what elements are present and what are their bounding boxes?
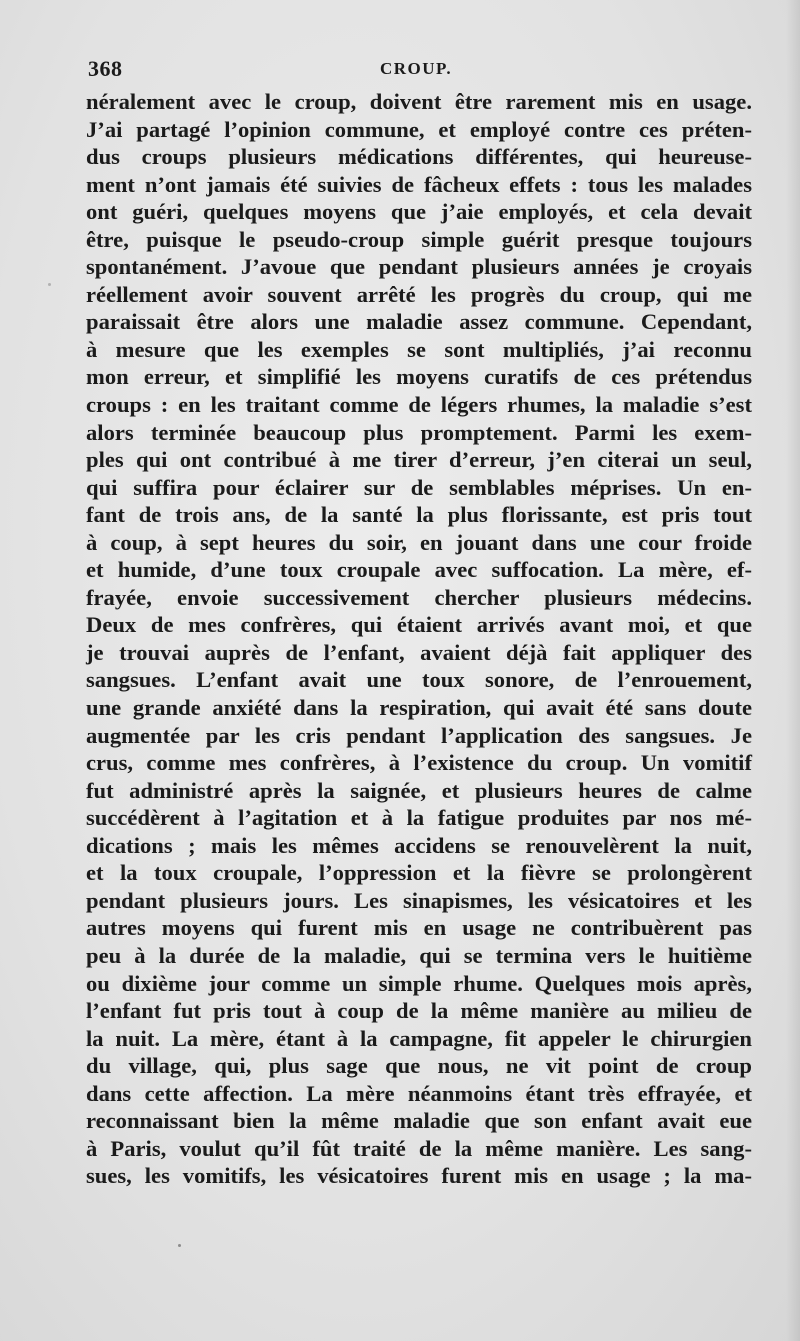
text-line: fut administré après la saignée, et plusieurs heures de calme [86,777,752,803]
text-line: fant de trois ans, de la santé la plus florissante, est pris tout [86,502,752,528]
page-header [88,56,748,86]
text-line: pendant plusieurs jours. Les sinapismes, les vésicatoires et les [86,887,752,913]
text-line: la nuit. La mère, étant à la campagne, fit appeler le chirurgien [86,1025,752,1051]
text-line: ment n’ont jamais été suivies de fâcheux effets : tous les malades [86,171,752,197]
text-line: peu à la durée de la maladie, qui se termina vers le huitième [86,942,752,968]
text-line: à mesure que les exemples se sont multipliés, j’ai reconnu [86,336,752,362]
text-line: crus, comme mes confrères, à l’existence du croup. Un vomitif [86,750,752,776]
text-line: reconnaissant bien la même maladie que son enfant avait eue [86,1108,752,1134]
text-line: ples qui ont contribué à me tirer d’erreur, j’en citerai un seul, [86,447,752,473]
text-line: néralement avec le croup, doivent être rarement mis en usage. [86,89,752,114]
text-line: croups : en les traitant comme de légers rhumes, la maladie s’est [86,392,752,418]
page-edge-shadow [786,0,800,1341]
text-line: mon erreur, et simplifié les moyens curatifs de ces prétendus [86,364,752,390]
text-line: réellement avoir souvent arrêté les progrès du croup, qui me [86,281,752,307]
ink-speck [178,1244,181,1247]
text-line: et humide, d’une toux croupale avec suffocation. La mère, ef- [86,557,752,583]
text-line: du village, qui, plus sage que nous, ne vit point de croup [86,1053,752,1079]
text-line: spontanément. J’avoue que pendant plusieurs années je croyais [86,254,752,280]
text-line: dications ; mais les mêmes accidens se renouvelèrent la nuit, [86,832,752,858]
text-line: ou dixième jour comme un simple rhume. Quelques mois après, [86,970,752,996]
text-line: je trouvai auprès de l’enfant, avaient déjà fait appliquer des [86,639,752,665]
text-line: être, puisque le pseudo-croup simple guérit presque toujours [86,226,752,252]
text-line: dus croups plusieurs médications différentes, qui heureuse- [86,144,752,170]
text-line: ont guéri, quelques moyens que j’aie employés, et cela devait [86,199,752,225]
text-line: à Paris, voulut qu’il fût traité de la même manière. Les sang- [86,1135,752,1161]
text-line: dans cette affection. La mère néanmoins étant très effrayée, et [86,1080,752,1106]
text-line: alors terminée beaucoup plus promptement. Parmi les exem- [86,419,752,445]
text-line: qui suffira pour éclairer sur de semblables méprises. Un en- [86,474,752,500]
page-number: 368 [88,56,123,81]
text-line: succédèrent à l’agitation et à la fatigue produites par nos mé- [86,805,752,831]
text-line: Deux de mes confrères, qui étaient arrivés avant moi, et que [86,612,752,638]
text-line: paraissait être alors une maladie assez commune. Cependant, [86,309,752,335]
text-line: sangsues. L’enfant avait une toux sonore, de l’enrouement, [86,667,752,693]
running-head: CROUP. [380,59,453,78]
ink-speck [48,283,51,286]
text-line: J’ai partagé l’opinion commune, et employé contre ces préten- [86,116,752,142]
text-line: et la toux croupale, l’oppression et la fièvre se prolongèrent [86,860,752,886]
text-line: frayée, envoie successivement chercher plusieurs médecins. [86,584,752,610]
text-line: une grande anxiété dans la respiration, qui avait été sans doute [86,695,752,721]
body-text [86,88,752,1190]
text-line: augmentée par les cris pendant l’application des sangsues. Je [86,722,752,748]
text-line: autres moyens qui furent mis en usage ne contribuèrent pas [86,915,752,941]
text-line: l’enfant fut pris tout à coup de la même manière au milieu de [86,998,752,1024]
text-line: sues, les vomitifs, les vésicatoires furent mis en usage ; la ma- [86,1163,752,1189]
text-line: à coup, à sept heures du soir, en jouant dans une cour froide [86,529,752,555]
